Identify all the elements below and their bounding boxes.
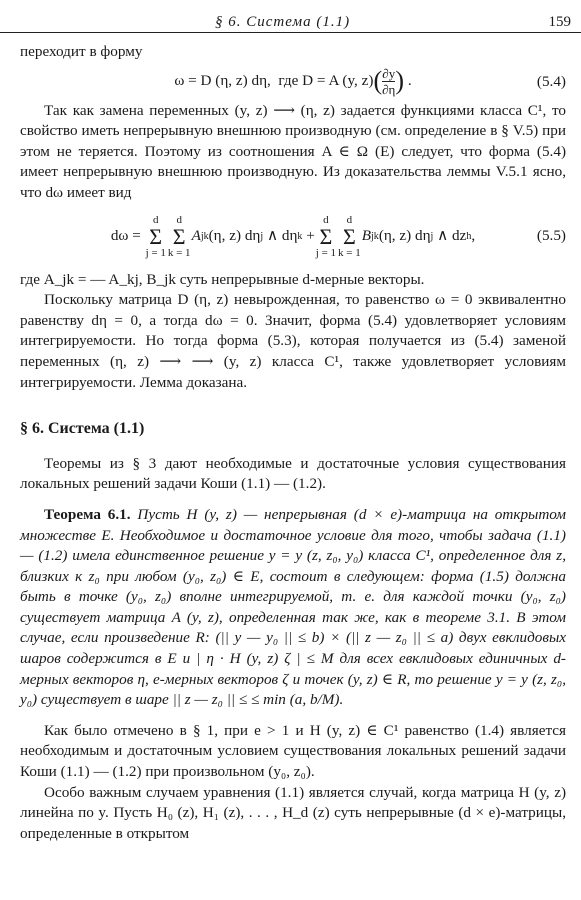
eq54-rhs: D = A (y, z): [302, 72, 374, 90]
term-b-rest: (η, z) dη: [378, 227, 431, 245]
intro-line: переходит в форму: [20, 43, 143, 60]
equation-5-4: ω = D (η, z) dη, где D = A (y, z) ( $\frac{\partial y}{\partial\eta}$ ) . (5.4): [174, 66, 566, 98]
paragraph-6: Особо важным случаем уравнения (1.1) является случай, когда матрица H (y, z) линейна по y. Пусть H₀ (z), H₁ (z), . . . , H_d (z) суть непрерывные (d × e)-матрицы, определенные в открытом: [20, 783, 566, 842]
paragraph-5: Как было отмечено в § 1, при e > 1 и H (y, z) ∈ C¹ равенство (1.4) является необходимым и достаточным условием существования локальных решений задачи Коши (1.1) — (1.2) при произвольном (y₀, z₀).: [20, 721, 566, 781]
page-body: [20, 42, 566, 844]
paragraph-4: Теоремы из § 3 дают необходимые и достаточные условия существования локальных решений задачи Коши (1.1) — (1.2).: [20, 454, 566, 493]
sum-upper: d: [323, 213, 329, 226]
term-a-rest: (η, z) dη: [208, 227, 261, 245]
term-b: B: [361, 227, 372, 245]
eq55-number: (5.5): [536, 226, 566, 244]
running-head: § 6. Система (1.1): [215, 14, 351, 30]
sigma-symbol: Σ: [319, 223, 333, 249]
sigma-symbol: Σ: [342, 223, 356, 249]
theorem-label: Теорема 6.1.: [44, 505, 131, 523]
sum-lower: k = 1: [167, 246, 191, 259]
sum-lower: k = 1: [338, 246, 361, 259]
sum-upper: d: [152, 213, 159, 226]
spacer: [20, 495, 566, 505]
paragraph-2: где A_jk = — A_kj, B_jk суть непрерывные d-мерные векторы.: [20, 270, 425, 288]
eq55-tail: ,: [471, 227, 476, 245]
eq55-lhs: dω =: [110, 227, 141, 245]
paragraph-1: Так как замена переменных (y, z) ⟶ (η, z) задается функциями класса C¹, то свойство иметь непрерывную внешнюю производную (см. определение в § V.5) при этом не теряется. Поэтому из соотношения A ∈ Ω (E) следует, что форма (5.4) имеет непрерывную внешнюю производную. Из доказательства леммы V.5.1 ясно, что dω имеет вид: [20, 101, 566, 201]
theorem-body: Пусть H (y, z) — непрерывная (d × e)-матрица на открытом множестве E. Необходимое и достаточное условие для того, чтобы задача (1.1) — (1.2) имела единственное решение y = y (z, z₀, y₀) класса C¹, определенное для z, близких к z₀ при любом (y₀, z₀) ∈ E, состоит в следующем: форма (1.5) должна быть в точке (y₀, z₀) вполне интегрируемой, т. е. для каждой точки (y₀, z₀) существует матрица A (y, z), определенная так же, как в теореме 3.1. В этом случае, если произведение R: (|| y — y₀ || ≤ b) × (|| z — z₀ || ≤ a) двух евклидовых шаров содержится в E и | η · H (y, z) ζ | ≤ M для всех евклидовых единичных d-мерных векторов η, e-мерных векторов ζ и точек (y, z) ∈ R, то решение y = y (z, z₀, y₀) существует в шаре || z — z₀ || ≤ ≤ min (a, b/M).: [20, 505, 567, 709]
sum-k-1: [168, 215, 191, 259]
eq54-where: где: [278, 72, 299, 90]
page-number: 159: [548, 14, 571, 30]
sum-upper: d: [346, 213, 353, 226]
wedge-2: ∧ dz: [437, 227, 467, 245]
sigma-symbol: Σ: [172, 223, 186, 249]
left-paren: (: [373, 66, 383, 96]
sum-lower: j = 1: [145, 246, 166, 259]
sum-k-2: [338, 215, 361, 259]
eq54-lhs: ω = D (η, z) dη,: [174, 72, 271, 90]
paragraph-3: Поскольку матрица D (η, z) невырожденная, то равенство ω = 0 эквивалентно равенству dη = 0, а тогда dω = 0. Значит, форма (5.4) удовлетворяет условиям интегрируемости. Но тогда форма (5.3), которая получается из (5.4) заменой переменных (η, z) ⟶ ⟶ (y, z) класса C¹, также удовлетворяет условиям интегрируемости. Лемма доказана.: [20, 291, 566, 391]
section-title: § 6. Система (1.1): [20, 420, 145, 438]
theorem-6-1: [20, 505, 566, 711]
spacer: [20, 711, 566, 721]
sum-lower: j = 1: [315, 246, 337, 259]
right-paren: ): [395, 66, 405, 96]
eq54-fraction: [382, 66, 395, 97]
sigma-symbol: Σ: [149, 223, 163, 249]
sum-j-2: [316, 215, 336, 259]
wedge-1: ∧ dη: [266, 227, 298, 245]
frac-numerator: ∂y: [382, 66, 396, 82]
sum-j-1: [146, 215, 166, 259]
term-a: A: [191, 227, 201, 245]
plus-sign: +: [306, 227, 315, 245]
eq54-number: (5.4): [536, 72, 566, 90]
equation-5-5: dω = d Σ j = 1 d Σ k = 1 A jk (η, z) dη j ∧ dη k + d Σ j = 1 d Σ k = 1 B jk (η, z) dη j ∧ dz h , (5.5): [110, 213, 566, 259]
frac-denominator: ∂η: [382, 82, 396, 98]
sum-upper: d: [176, 213, 182, 226]
running-header: [0, 10, 581, 33]
